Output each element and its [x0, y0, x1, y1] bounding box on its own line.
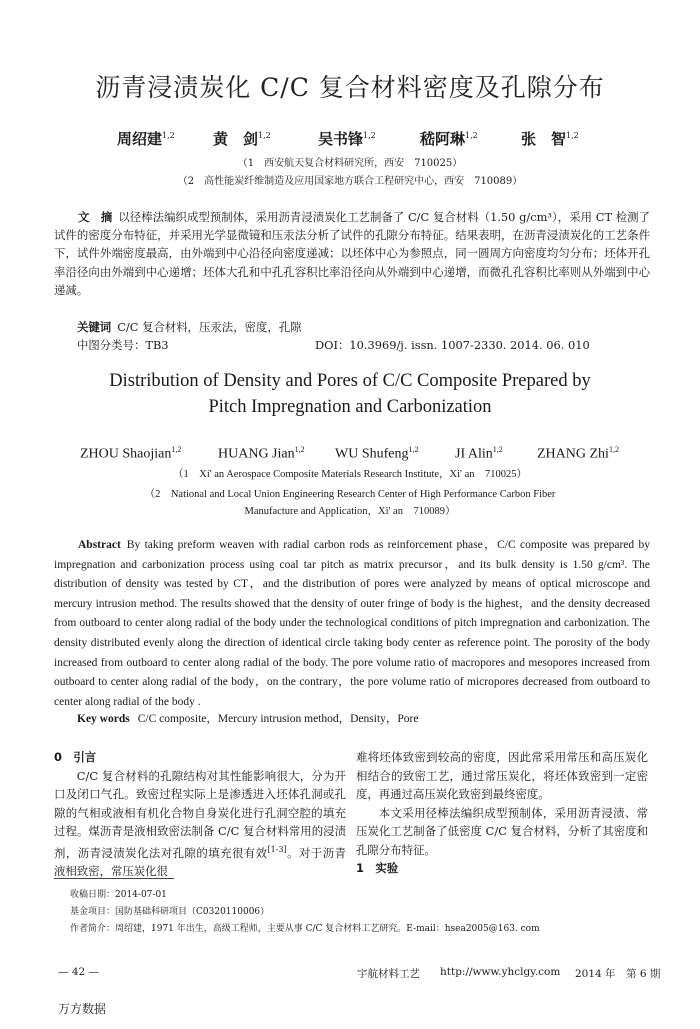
affiliation-en-2-cont: Manufacture and Application，Xi' an 710089） [244, 506, 456, 517]
abstract-cn [54, 208, 650, 299]
source-watermark: 万方数据 [58, 1002, 107, 1016]
abstract-cn-text: 以径棒法编织成型预制体，采用沥青浸渍炭化工艺制备了 C/C 复合材料（1.50 g/cm³），采用 CT 检测了试件的密度分布特征，并采用光学显微镜和压汞法分析了试件的孔隙分布特征。结果表明，在沥青浸渍炭化的工艺条件下，试件外端密度最高，由外端到中心沿径向密度递减；以坯体中心为参照点，同一圆周方向密度均匀分布；坯体开孔率沿径向由外端到中心递增；坯体大孔和中孔孔容积比率沿径向从外端到中心递增，而微孔孔容积比率则从外端到中心递减。 [54, 210, 650, 297]
body-column-left [54, 748, 346, 880]
citation: [1-3] [267, 844, 287, 854]
paper-title-en-line-1: Distribution of Density and Pores of C/C Composite Prepared by [109, 371, 591, 391]
author-cn-1: 周绍建$^{1,2}$ [117, 130, 175, 148]
keywords-en-text: C/C composite，Mercury intrusion method，Density，Pore [137, 713, 419, 725]
keywords-en-label: Key words [77, 713, 130, 725]
author-cn-3: 吴书锋$^{1,2}$ [318, 130, 376, 148]
affiliation-en-1: （1 Xi' an Aerospace Composite Materials Research Institute，Xi' an 710025） [172, 469, 527, 480]
paper-title-cn: 沥青浸渍炭化 C/C 复合材料密度及孔隙分布 [95, 73, 605, 102]
affiliation-cn-1: （1 西安航天复合材料研究所，西安 710025） [237, 158, 463, 169]
abstract-en-label: Abstract [78, 539, 121, 551]
author-en-5: ZHANG Zhi$^{1,2}$ [537, 445, 619, 462]
body-column-right [356, 748, 648, 878]
journal-url: http://www.yhclgy.com [440, 966, 561, 978]
footnote-divider [54, 878, 174, 879]
author-en-1: ZHOU Shaojian$^{1,2}$ [80, 445, 182, 462]
page-number: — 42 — [58, 966, 100, 978]
affiliation-cn-2: （2 高性能炭纤维制造及应用国家地方联合工程研究中心，西安 710089） [177, 176, 523, 187]
section-0-paragraph-1: C/C 复合材料的孔隙结构对其性能影响很大，分为开口及闭口气孔。致密过程实际上是渗透进入坯体孔洞或孔隙的气相或液相有机化合物自身炭化进行孔洞空腔的填充过程。煤沥青是液相致密法制备 C/C 复合材料常用的浸渍剂，沥青浸渍炭化法对孔隙的填充很有效[1-3]。对于沥青液相致密，常压炭化很 [54, 768, 346, 878]
author-en-3: WU Shufeng$^{1,2}$ [335, 445, 419, 462]
footnote-funding: 基金项目：国防基础科研项目（C0320110006） [70, 907, 270, 917]
keywords-en [77, 710, 418, 726]
section-0-paragraph-1-cont: 难将坯体致密到较高的密度，因此常采用常压和高压炭化相结合的致密工艺，通过常压炭化，将坯体致密到一定密度，再通过高压炭化致密到最终密度。 [356, 750, 648, 801]
doi: DOI：10.3969/j. issn. 1007-2330. 2014. 06. 010 [315, 338, 590, 352]
section-0-heading: 0 引言 [54, 750, 97, 764]
section-0-paragraph-2: 本文采用径棒法编织成型预制体，采用沥青浸渍、常压炭化工艺制备了低密度 C/C 复合材料，分析了其密度和孔隙分布特征。 [356, 805, 648, 857]
abstract-en [54, 536, 650, 712]
journal-name: 宇航材料工艺 [357, 968, 420, 980]
keywords-cn-label: 关键词 [77, 320, 112, 334]
keywords-cn [77, 319, 302, 335]
footnote-author-bio: 作者简介：周绍建，1971 年出生，高级工程师，主要从事 C/C 复合材料工艺研究。E-mail：hsea2005@163. com [70, 924, 540, 934]
author-en-4: JI Alin$^{1,2}$ [455, 445, 503, 462]
section-1-heading: 1 实验 [356, 861, 399, 875]
paper-title-en [0, 368, 700, 420]
author-cn-5: 张 智$^{1,2}$ [521, 130, 579, 148]
paper-title-en-line-2: Pitch Impregnation and Carbonization [208, 397, 492, 417]
abstract-en-text: By taking preform weaven with radial carbon rods as reinforcement phase，C/C composite was prepared by impregnation and carbonization process using coal tar pitch as matrix precursor，and its bulk density is 1.50 g/cm³. The distribution of density was tested by CT，and the distribution of pores were analyzed by means of optical microscope and mercury intrusion method. The results showed that the density of outer fringe of body is the highest，and the density decreased from outboard to center along radial of the body under the technological conditions of pitch impregnation and carbonization. The density distributed evenly along the direction of identical circle taking body center as reference point. The porosity of the body increased from outboard to center along radial of the body. The pore volume ratio of macropores and mesopores increased from outboard to center along radial of the body，on the contrary，the pore volume ratio of micropores decreased from outboard to center along radial of the body . [54, 539, 650, 708]
keywords-cn-text: C/C 复合材料，压汞法，密度，孔隙 [117, 320, 302, 334]
clc-number: 中图分类号：TB3 [77, 338, 169, 352]
issue-info: 2014 年 第 6 期 [575, 968, 661, 980]
author-en-2: HUANG Jian$^{1,2}$ [218, 445, 305, 462]
footnote-received: 收稿日期：2014-07-01 [70, 890, 167, 900]
author-cn-2: 黄 剑$^{1,2}$ [213, 130, 271, 148]
author-cn-4: 嵇阿琳$^{1,2}$ [420, 130, 478, 148]
affiliation-en-2: （2 National and Local Union Engineering Research Center of High Performance Carbon Fiber [144, 489, 556, 500]
abstract-cn-label: 文 摘 [78, 210, 113, 224]
